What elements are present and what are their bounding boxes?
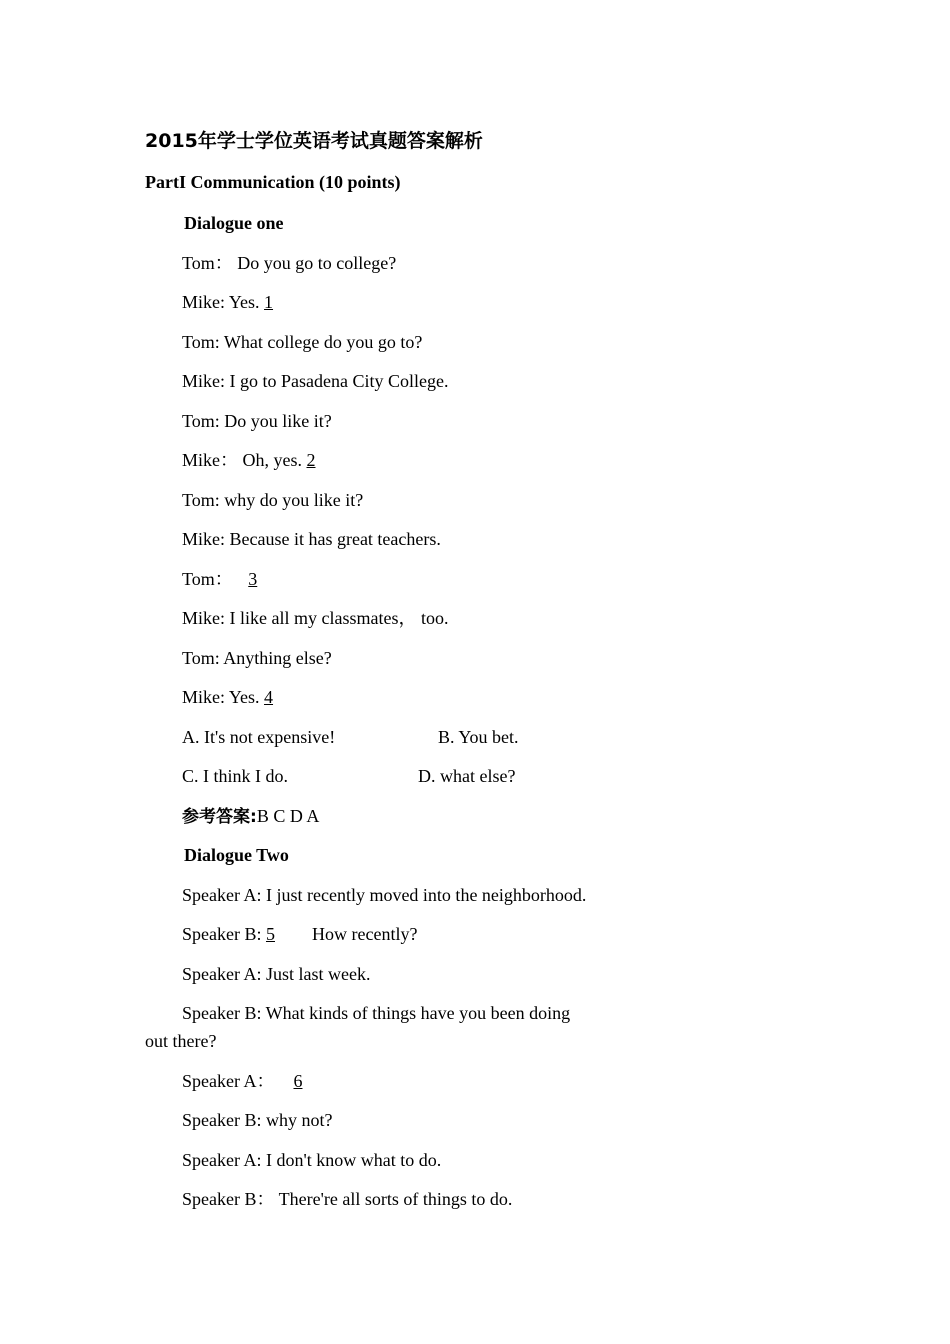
option-b: B. You bet. bbox=[438, 727, 519, 747]
option-a: A. It's not expensive! bbox=[182, 727, 336, 747]
dialogue-line: Tom: Anything else? bbox=[182, 648, 332, 668]
dialogue-line: Tom: Do you like it? bbox=[182, 411, 332, 431]
dialogue-line-text: Mike: Yes. bbox=[182, 292, 265, 312]
answer-blank: 6 bbox=[293, 1071, 303, 1091]
dialogue-one-heading: Dialogue one bbox=[184, 213, 284, 233]
dialogue-two-heading: Dialogue Two bbox=[184, 845, 289, 865]
answer-key-value: B C D A bbox=[256, 806, 320, 826]
dialogue-line-text: Mike： Oh, yes. bbox=[182, 450, 307, 470]
dialogue-line: Tom: why do you like it? bbox=[182, 490, 364, 510]
answer-blank: 2 bbox=[306, 450, 316, 470]
dialogue-line bbox=[182, 291, 310, 313]
dialogue-line bbox=[182, 568, 257, 590]
dialogue-line bbox=[182, 449, 316, 471]
answer-blank: 4 bbox=[264, 687, 274, 707]
dialogue-line: Mike: I go to Pasadena City College. bbox=[182, 371, 449, 391]
dialogue-line bbox=[182, 686, 273, 708]
dialogue-line-text: Mike: Yes. bbox=[182, 687, 265, 707]
dialogue-line bbox=[182, 923, 417, 945]
dialogue-line-text: How recently? bbox=[311, 924, 418, 944]
answer-blank: 1 bbox=[264, 292, 274, 312]
document-title: 2015年学士学位英语考试真题答案解析 bbox=[145, 130, 483, 152]
dialogue-line: Tom： Do you go to college? bbox=[182, 253, 397, 273]
dialogue-line: Mike: I like all my classmates， too. bbox=[182, 608, 449, 628]
dialogue-line: Speaker B： There're all sorts of things to do. bbox=[182, 1189, 513, 1209]
dialogue-line: Speaker A: Just last week. bbox=[182, 964, 371, 984]
dialogue-line: Speaker A: I just recently moved into the neighborhood. bbox=[182, 885, 587, 905]
dialogue-line: Mike: Because it has great teachers. bbox=[182, 529, 441, 549]
answer-key-label: 参考答案: bbox=[182, 807, 257, 827]
dialogue-line: Tom: What college do you go to? bbox=[182, 332, 423, 352]
dialogue-line-text: Speaker A： bbox=[182, 1071, 279, 1091]
part-heading: PartI Communication (10 points) bbox=[145, 172, 401, 192]
option-c: C. I think I do. bbox=[182, 766, 288, 786]
dialogue-line-continuation: out there? bbox=[145, 1031, 217, 1051]
dialogue-line bbox=[182, 1070, 308, 1092]
option-d: D. what else? bbox=[418, 766, 516, 786]
answer-blank: 5 bbox=[265, 924, 275, 944]
dialogue-line-text: Speaker B: bbox=[182, 924, 266, 944]
dialogue-line: Speaker B: why not? bbox=[182, 1110, 333, 1130]
answer-key bbox=[182, 805, 319, 828]
dialogue-line-text: Tom： bbox=[182, 569, 238, 589]
dialogue-line: Speaker B: What kinds of things have you been doing bbox=[182, 1003, 571, 1023]
answer-blank: 3 bbox=[248, 569, 258, 589]
dialogue-line: Speaker A: I don't know what to do. bbox=[182, 1150, 442, 1170]
